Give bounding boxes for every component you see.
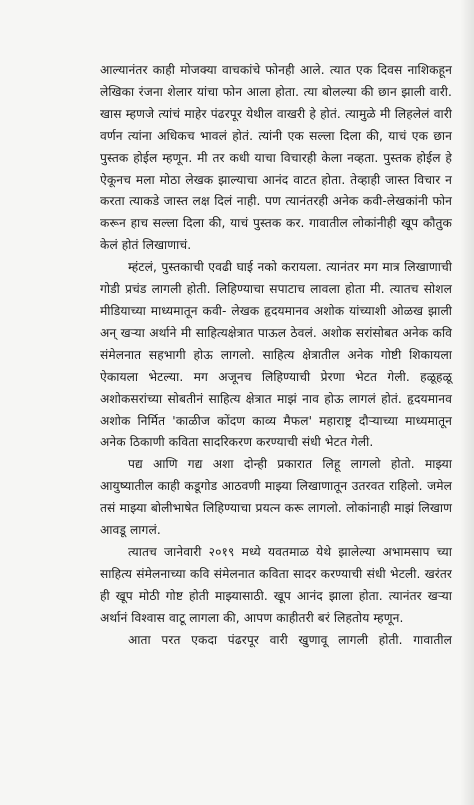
paragraph-4: त्यातच जानेवारी २०१९ मध्ये यवतमाळ येथे झालेल्या अभामसाप च्या साहित्य संमेलनाच्या कवि संमेलनात कविता सादर करण्याची संधी भेटली. खरंतर ही खूप मोठी गोष्ट होती माझ्यासाठी. खूप आनंद झाला होता. त्यानंतर खऱ्या अर्थानं विश्वास वाटू लागला की, आपण काहीतरी बरं लिहतोय म्हणून. [100,544,452,625]
paragraph-2: म्हंटलं, पुस्तकाची एवढी घाई नको करायला. त्यानंतर मग मात्र लिखाणाची गोडी प्रचंड लागली होती. लिहिण्याचा सपाटाच लावला होता मी. त्यातच सोशल मीडियाच्या माध्यमातून कवी- लेखक हृदयमानव अशोक यांच्याशी ओळख झाली अन् खऱ्या अर्थाने मी साहित्यक्षेत्रात पाऊल ठेवलं. अशोक सरांसोबत अनेक कवि संमेलनात सहभागी होऊ लागलो. साहित्य क्षेत्रातील अनेक गोष्टी शिकायला ऐकायला भेटल्या. मग अजूनच लिहिण्याची प्रेरणा भेटत गेली. हळूहळू अशोकसरांच्या सोबतीनं साहित्य क्षेत्रात माझं नाव होऊ लागलं होतं. हृदयमानव अशोक निर्मित 'काळीज कोंदण काव्य मैफल' महाराष्ट्र दौऱ्याच्या माध्यमातून अनेक ठिकाणी कविता सादरिकरण करण्याची संधी भेटत गेली. [100,260,452,450]
paragraph-1: आल्यानंतर काही मोजक्या वाचकांचे फोनही आले. त्यात एक दिवस नाशिकहून लेखिका रंजना शेलार यांचा फोन आला होता. त्या बोलल्या की छान झाली वारी. खास म्हणजे त्यांचं माहेर पंढरपूर येथील वाखरी हे होतं. त्यामुळे मी लिहलेलं वारी वर्णन त्यांना अधिकच भावलं होतं. त्यांनी एक सल्ला दिला की, याचं एक छान पुस्तक होईल म्हणून. मी तर कधी याचा विचारही केला नव्हता. पुस्तक होईल हे ऐकूनच मला मोठा लेखक झाल्याचा आनंद वाटत होता. तेव्हाही जास्त विचार न करता त्याकडे जास्त लक्ष दिलं नाही. पण त्यानंतरही अनेक कवी-लेखकांनी फोन करून हाच सल्ला दिला की, याचं पुस्तक कर. गावातील लोकांनीही खूप कौतुक केलं होतं लिखाणाचं. [100,63,452,253]
paragraph-3: पद्य आणि गद्य अशा दोन्ही प्रकारात लिहू लागलो होतो. माझ्या आयुष्यातील काही कडूगोड आठवणी माझ्या लिखाणातून उतरवत राहिलो. जमेल तसं माझ्या बोलीभाषेत लिहिण्याचा प्रयत्न करू लागलो. लोकांनाही माझं लिखाण आवडू लागलं. [100,457,452,538]
paragraph-5: आता परत एकदा पंढरपूर वारी खुणावू लागली होती. गावातील [128,632,452,647]
page-edge-shadow [460,0,474,805]
body-text [100,60,452,651]
